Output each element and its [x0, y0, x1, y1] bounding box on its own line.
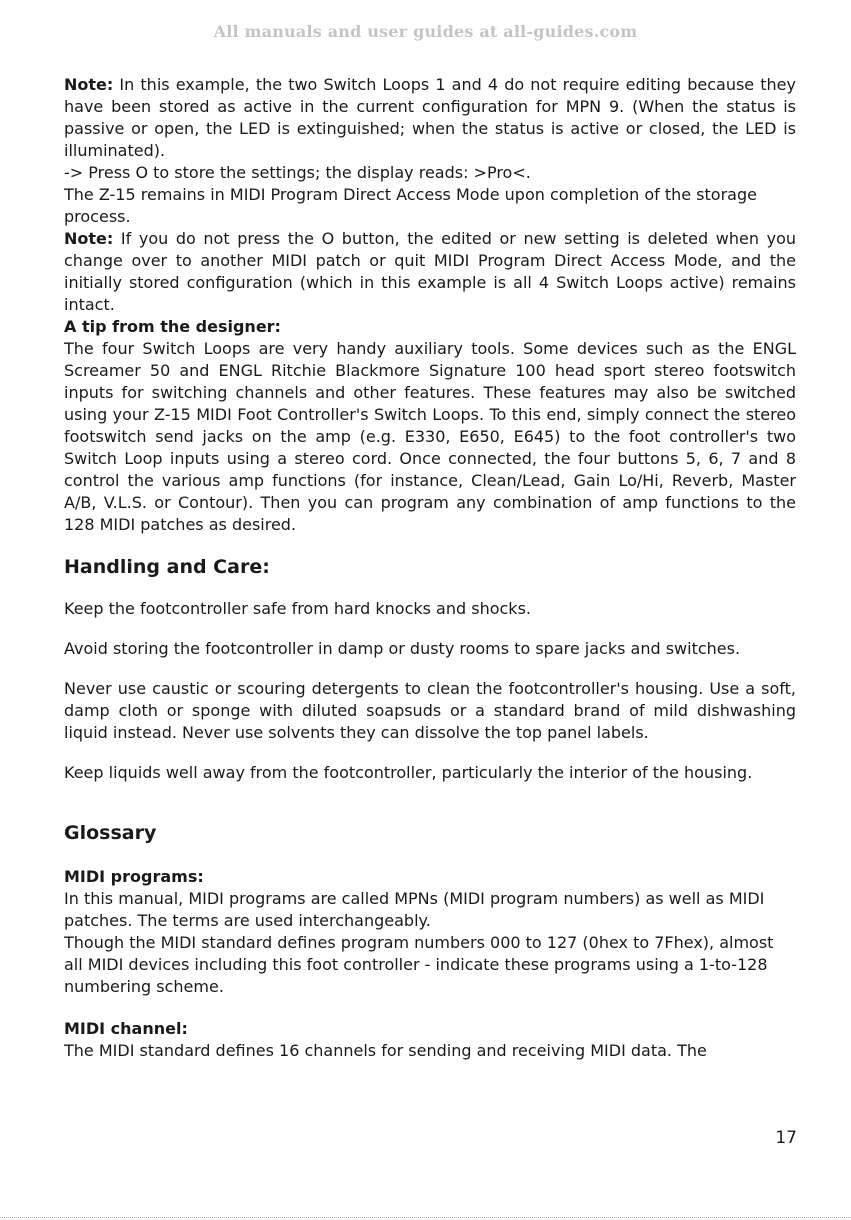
- remains-text: The Z-15 remains in MIDI Program Direct Access Mode upon completion of the storage process.: [64, 185, 757, 226]
- note-label: Note:: [64, 229, 114, 248]
- note-text: In this example, the two Switch Loops 1 and 4 do not require editing because they have been stored as active in the current configuration for MPN 9. (When the status is passive or open, the LED is extinguished; when the status is active or closed, the LED is illuminated).: [64, 75, 796, 160]
- watermark: All manuals and user guides at all-guides.com: [213, 22, 638, 41]
- glossary-heading: Glossary: [64, 822, 157, 844]
- midi-programs-text: In this manual, MIDI programs are called MPNs (MIDI program numbers) as well as MIDI patches. The terms are used interchangeably.: [64, 889, 765, 930]
- page-content: [64, 74, 796, 1062]
- note-paragraph-1: [64, 74, 796, 162]
- bottom-divider: [0, 1217, 851, 1218]
- note-text: If you do not press the O button, the edited or new setting is deleted when you change over to another MIDI patch or quit MIDI Program Direct Access Mode, and the initially stored configuration (which in this example is all 4 Switch Loops active) remains intact.: [64, 229, 796, 314]
- care-item: Keep liquids well away from the footcontroller, particularly the interior of the housing.: [64, 763, 753, 782]
- handling-heading: Handling and Care:: [64, 556, 270, 578]
- midi-channel-heading: MIDI channel:: [64, 1019, 188, 1038]
- note-label: Note:: [64, 75, 114, 94]
- tip-paragraph: The four Switch Loops are very handy auxiliary tools. Some devices such as the ENGL Screamer 50 and ENGL Ritchie Blackmore Signature 100 head sport stereo footswitch inputs for switching channels and other features. These features may also be switched using your Z-15 MIDI Foot Controller's Switch Loops. To this end, simply connect the stereo footswitch send jacks on the amp (e.g. E330, E650, E645) to the foot controller's two Switch Loop inputs using a stereo cord. Once connected, the four buttons 5, 6, 7 and 8 control the various amp functions (for instance, Clean/Lead, Gain Lo/Hi, Reverb, Master A/B, V.L.S. or Contour). Then you can program any combination of amp functions to the 128 MIDI patches as desired.: [64, 339, 796, 534]
- note-paragraph-2: [64, 228, 796, 316]
- press-instruction: -> Press O to store the settings; the display reads: >Pro<.: [64, 163, 531, 182]
- care-item: Avoid storing the footcontroller in damp or dusty rooms to spare jacks and switches.: [64, 639, 741, 658]
- page-number: 17: [775, 1128, 797, 1148]
- care-item: Keep the footcontroller safe from hard knocks and shocks.: [64, 599, 531, 618]
- midi-programs-text: Though the MIDI standard defines program numbers 000 to 127 (0hex to 7Fhex), almost all MIDI devices including this foot controller - indicate these programs using a 1-to-128 numbering scheme.: [64, 933, 774, 996]
- midi-channel-text: The MIDI standard defines 16 channels for sending and receiving MIDI data. The: [64, 1041, 707, 1060]
- care-item: Never use caustic or scouring detergents to clean the footcontroller's housing. Use a soft, damp cloth or sponge with diluted soapsuds or a standard brand of mild dishwashing liquid instead. Never use solvents they can dissolve the top panel labels.: [64, 679, 796, 742]
- midi-programs-heading: MIDI programs:: [64, 867, 204, 886]
- tip-heading: A tip from the designer:: [64, 317, 281, 336]
